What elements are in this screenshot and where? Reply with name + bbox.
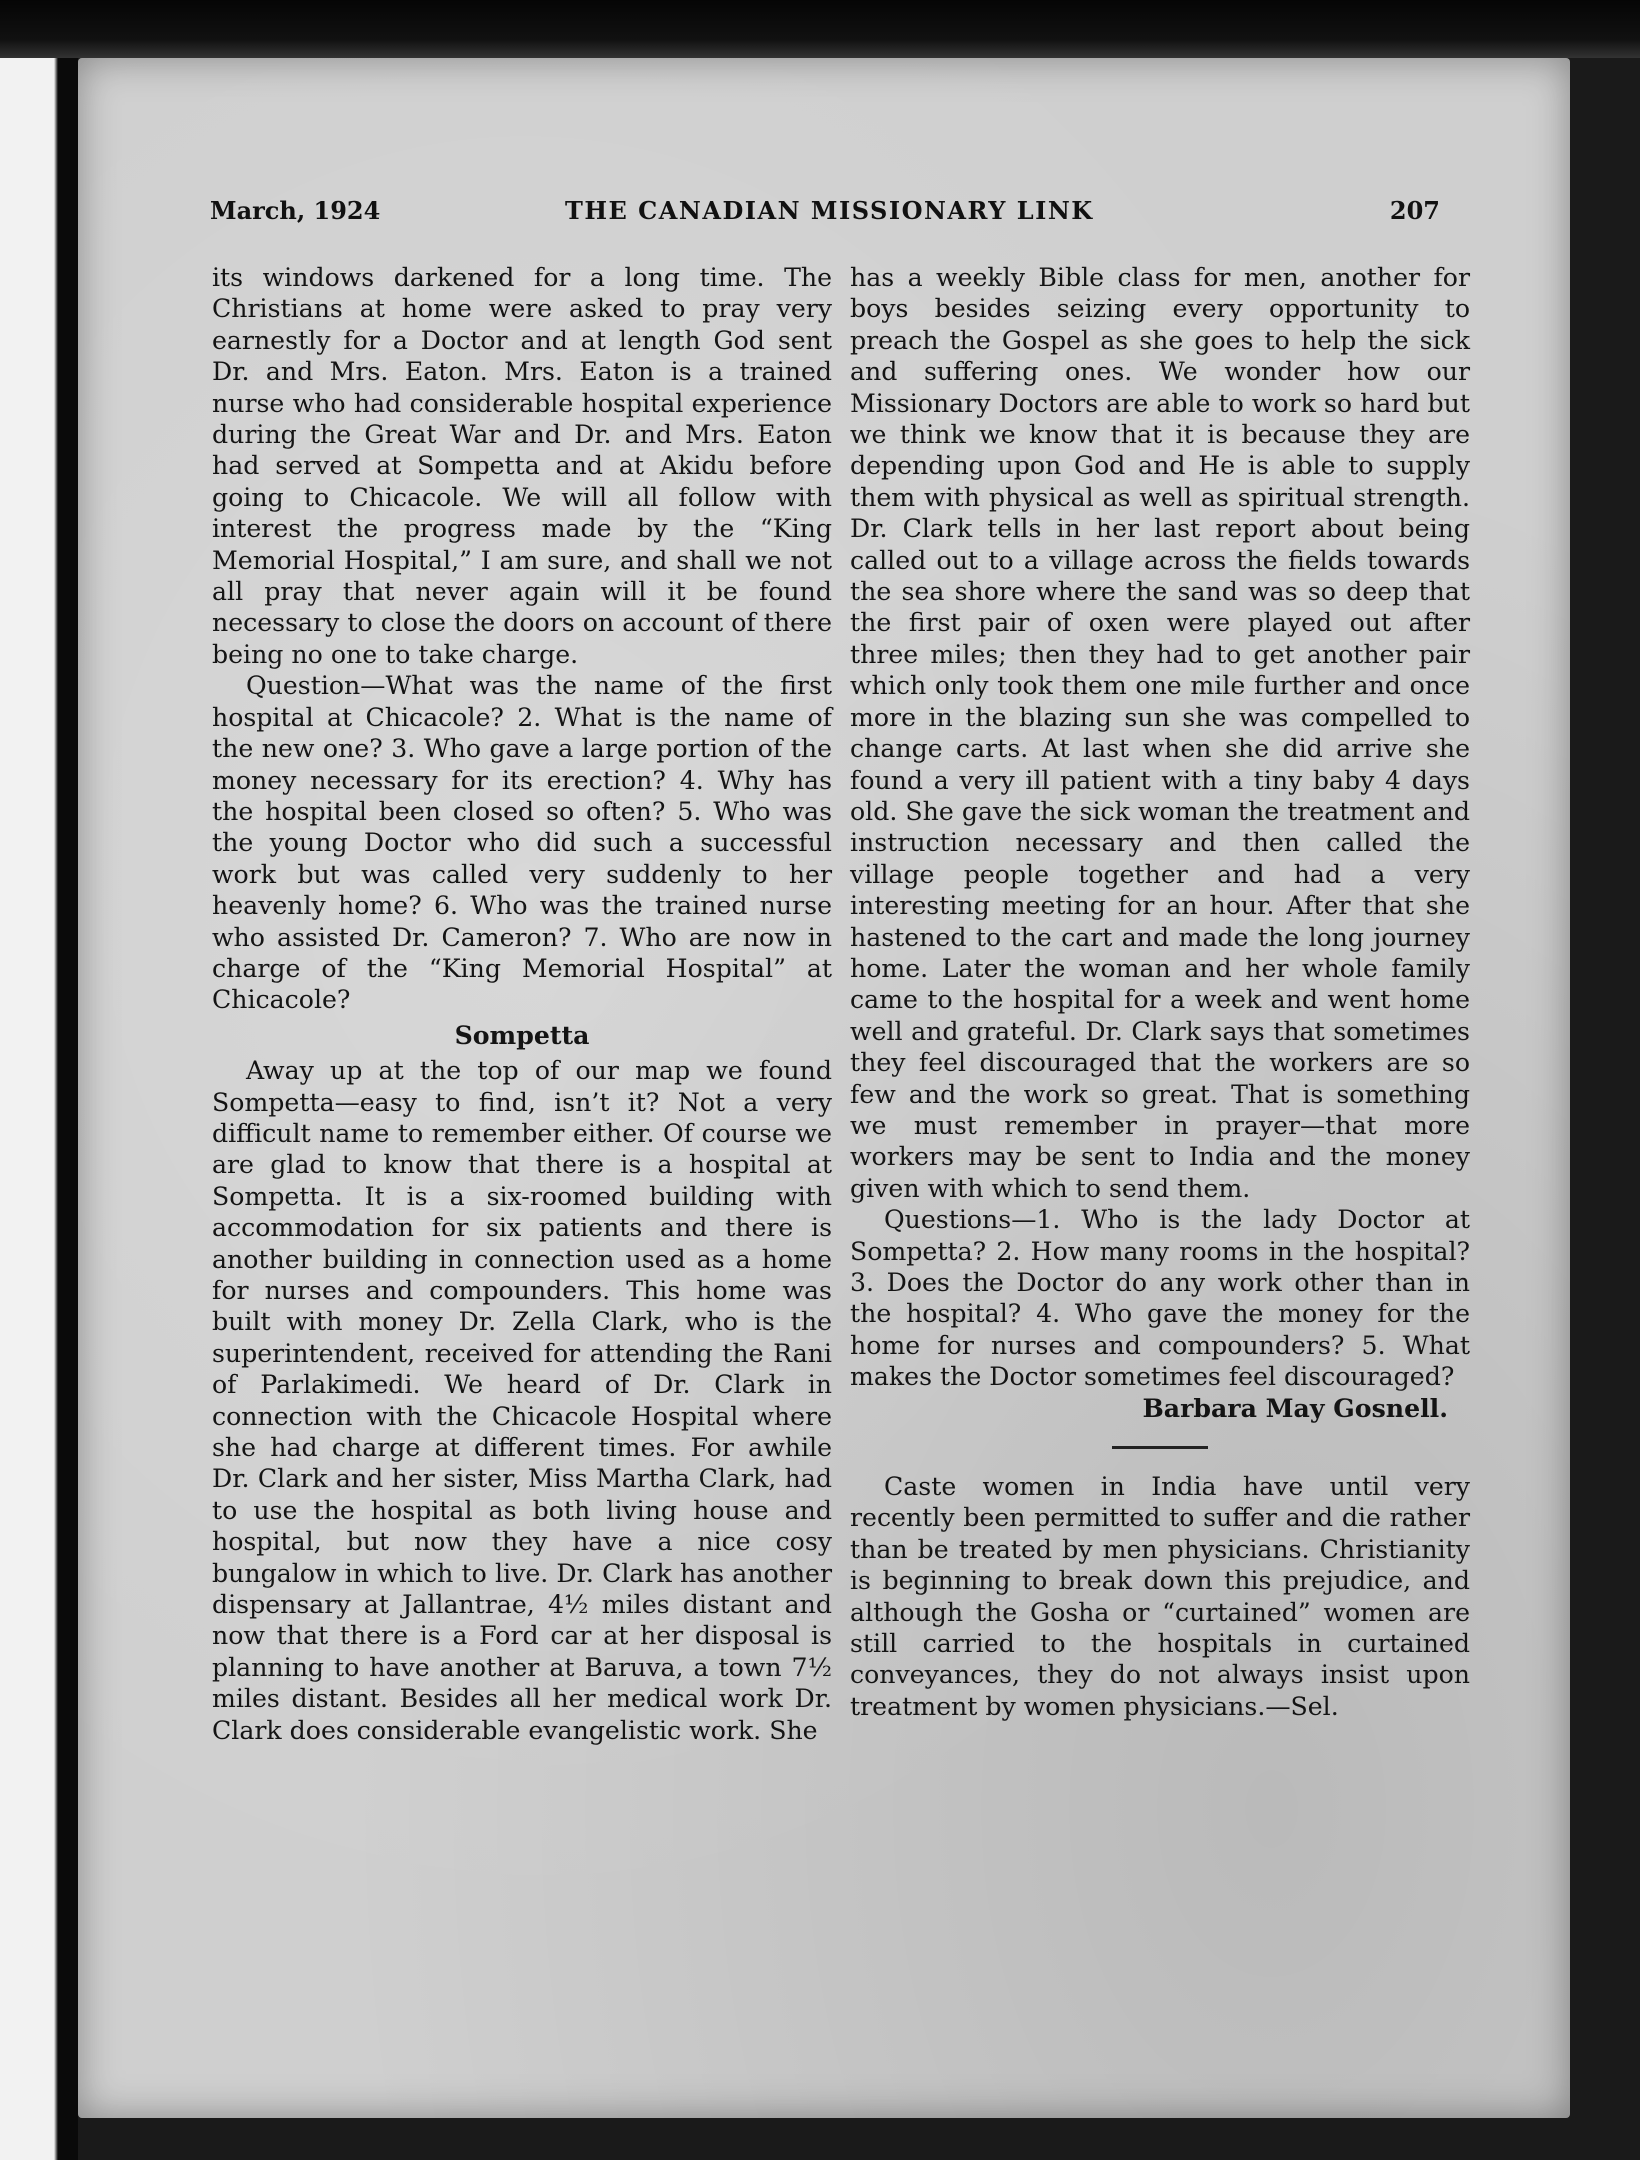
running-header [210, 196, 1440, 236]
right-column [850, 262, 1470, 1722]
right-paragraph-2: Caste women in India have until very recently been permitted to suffer and die rather than be treated by men physicians. Christianity is beginning to break down this prejudice, and although the Gosha or “curtained” women are still carried to the hospitals in curtained conveyances, they do not always insist upon treatment by women physicians.—Sel. [850, 1472, 1470, 1721]
left-column [212, 262, 832, 1746]
left-questions: Question—What was the name of the first hospital at Chicacole? 2. What is the name of the new one? 3. Who gave a large portion of the money necessary for its erection? 4. Why has the hospital been closed so often? 5. Who was the young Doctor who did such a successful work but was called very suddenly to her heavenly home? 6. Who was the trained nurse who assisted Dr. Cameron? 7. Who are now in charge of the “King Memorial Hospital” at Chicacole? [212, 671, 832, 1015]
left-paragraph-2: Away up at the top of our map we found Sompetta—easy to find, isn’t it? Not a very difficult name to remember either. Of course we are glad to know that there is a hospital at Sompetta. It is a six-roomed building with accommodation for six patients and there is another building in connection used as a home for nurses and compounders. This home was built with money Dr. Zella Clark, who is the superintendent, received for attending the Rani of Parlakimedi. We heard of Dr. Clark in connection with the Chicacole Hospital where she had charge at different times. For awhile Dr. Clark and her sister, Miss Martha Clark, had to use the hospital as both living house and hospital, but now they have a nice cosy bungalow in which to live. Dr. Clark has another dispensary at Jallantrae, 4½ miles distant and now that there is a Ford car at her disposal is planning to have another at Baruva, a town 7½ miles distant. Besides all her medical work Dr. Clark does considerable evangelistic work. She [212, 1056, 832, 1745]
section-heading-sompetta: Sompetta [454, 1019, 590, 1050]
page-spine [0, 0, 78, 2160]
right-paragraph-1: has a weekly Bible class for men, another for boys besides seizing every opportunity to preach the Gospel as she goes to help the sick and suffering ones. We wonder how our Missionary Doctors are able to work so hard but we think we know that it is because they are depending upon God and He is able to supply them with physical as well as spiritual strength. Dr. Clark tells in her last report about being called out to a village across the fields towards the sea shore where the sand was so deep that the first pair of oxen were played out after three miles; then they had to get another pair which only took them one mile further and once more in the blazing sun she was compelled to change carts. At last when she did arrive she found a very ill patient with a tiny baby 4 days old. She gave the sick woman the treatment and instruction necessary and then called the village people together and had a very interesting meeting for an hour. After that she hastened to the cart and made the long journey home. Later the woman and her whole family came to the hospital for a week and went home well and grateful. Dr. Clark says that sometimes they feel discouraged that the workers are so few and the work so great. That is something we must remember in prayer—that more workers may be sent to India and the money given with which to send them. [850, 263, 1470, 1203]
section-divider [1112, 1446, 1208, 1449]
author-signature: Barbara May Gosnell. [1142, 1392, 1448, 1423]
top-shadow [0, 0, 1640, 58]
right-questions: Questions—1. Who is the lady Doctor at Sompetta? 2. How many rooms in the hospital? 3. Does the Doctor do any work other than in the hospital? 4. Who gave the money for the home for nurses and compounders? 5. What makes the Doctor sometimes feel discouraged? [850, 1205, 1470, 1392]
issue-date: March, 1924 [210, 196, 381, 225]
left-paragraph-1: its windows darkened for a long time. The Christians at home were asked to pray very earnestly for a Doctor and at length God sent Dr. and Mrs. Eaton. Mrs. Eaton is a trained nurse who had considerable hospital experience during the Great War and Dr. and Mrs. Eaton had served at Sompetta and at Akidu before going to Chicacole. We will all follow with interest the progress made by the “King Memorial Hospital,” I am sure, and shall we not all pray that never again will it be found necessary to close the doors on account of there being no one to take charge. [212, 263, 832, 669]
page-number: 207 [1389, 196, 1440, 225]
publication-title: THE CANADIAN MISSIONARY LINK [565, 196, 1094, 225]
